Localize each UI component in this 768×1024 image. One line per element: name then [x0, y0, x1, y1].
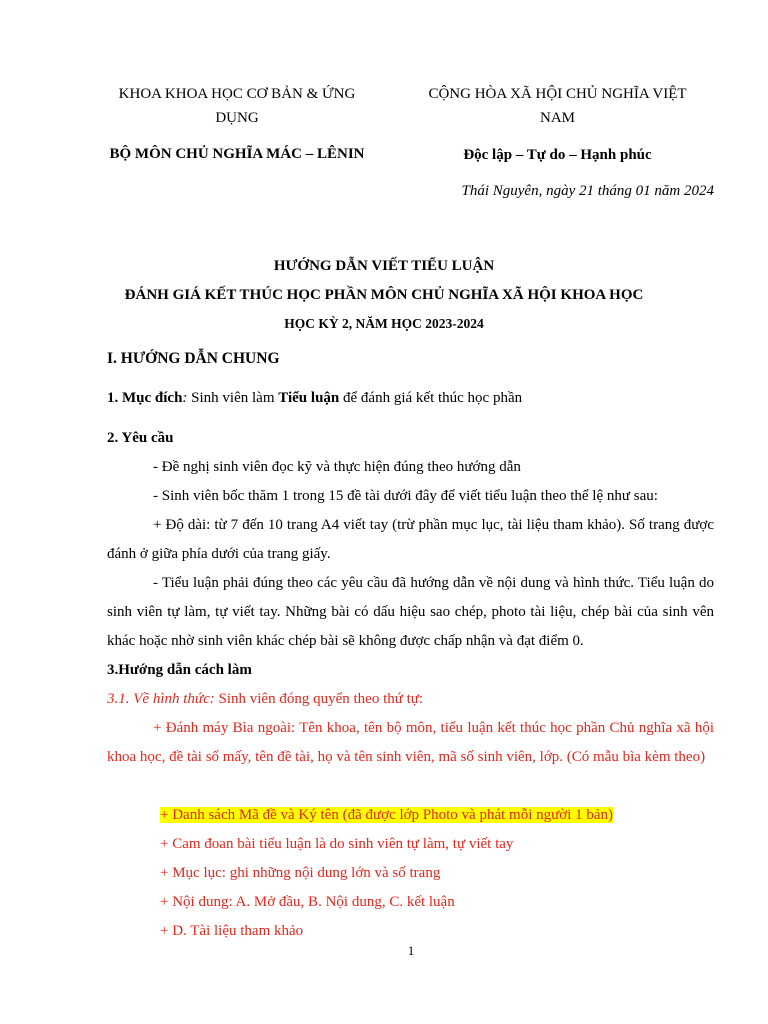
title-line-2: ĐÁNH GIÁ KẾT THÚC HỌC PHẦN MÔN CHỦ NGHĨA XÃ HỘI KHOA HỌC	[124, 287, 644, 303]
requirement-item: - Tiểu luận phải đúng theo các yêu cầu đã hướng dẫn về nội dung và hình thức. Tiểu luận do sinh viên tự làm, tự viết tay. Những bài có dấu hiệu sao chép, photo tài liệu, chép bài của sinh vên khác hoặc nhờ sinh viên khác chép bài sẽ không được chấp nhận và đạt điểm 0.	[107, 575, 714, 649]
document-date: Thái Nguyên, ngày 21 tháng 01 năm 2024	[461, 183, 714, 199]
form-item: + D. Tài liệu tham khảo	[160, 923, 304, 939]
country-name: CỘNG HÒA XÃ HỘI CHỦ NGHĨA VIỆT NAM	[428, 86, 687, 126]
requirement-item: + Độ dài: từ 7 đến 10 trang A4 viết tay (trừ phần mục lục, tài liệu tham khảo). Số trang được đánh ở giữa phía dưới của trang giấy.	[107, 517, 714, 562]
form-item: + Nội dung: A. Mở đầu, B. Nội dung, C. kết luận	[160, 894, 455, 910]
department-name: BỘ MÔN CHỦ NGHĨA MÁC – LÊNIN	[109, 146, 365, 162]
guide-heading: 3.Hướng dẫn cách làm	[107, 662, 252, 678]
section-heading: I. HƯỚNG DẪN CHUNG	[107, 350, 280, 367]
form-subheading: 3.1. Về hình thức: Sinh viên đóng quyển theo thứ tự:	[107, 691, 424, 707]
national-motto: Độc lập – Tự do – Hạnh phúc	[463, 147, 652, 163]
purpose-paragraph: 1. Mục đích: Sinh viên làm Tiểu luận để đánh giá kết thúc học phần	[107, 390, 523, 406]
faculty-name: KHOA KHOA HỌC CƠ BẢN & ỨNG DỤNG	[118, 86, 356, 126]
page-number: 1	[407, 943, 415, 958]
title-line-3: HỌC KỲ 2, NĂM HỌC 2023-2024	[284, 316, 484, 331]
document-title	[60, 252, 708, 338]
form-item-highlighted: + Danh sách Mã đề và Ký tên (đã được lớp Photo và phát mỗi người 1 bản)	[160, 807, 614, 823]
form-item: + Đánh máy Bìa ngoài: Tên khoa, tên bộ môn, tiểu luận kết thúc học phần Chủ nghĩa xã hội khoa học, đề tài số mấy, tên đề tài, họ và tên sinh viên, mã số sinh viên, lớp. (Có mẫu bìa kèm theo)	[107, 720, 714, 765]
form-item: + Mục lục: ghi những nội dung lớn và số trang	[160, 865, 441, 881]
requirement-item: - Sinh viên bốc thăm 1 trong 15 đề tài dưới đây để viết tiểu luận theo thể lệ như sau:	[153, 488, 658, 504]
title-line-1: HƯỚNG DẪN VIẾT TIỂU LUẬN	[273, 258, 495, 274]
requirement-item: - Đề nghị sinh viên đọc kỹ và thực hiện đúng theo hướng dẫn	[153, 459, 521, 475]
requirements-heading: 2. Yêu cầu	[107, 430, 174, 446]
form-item: + Cam đoan bài tiểu luận là do sinh viên tự làm, tự viết tay	[160, 836, 514, 852]
